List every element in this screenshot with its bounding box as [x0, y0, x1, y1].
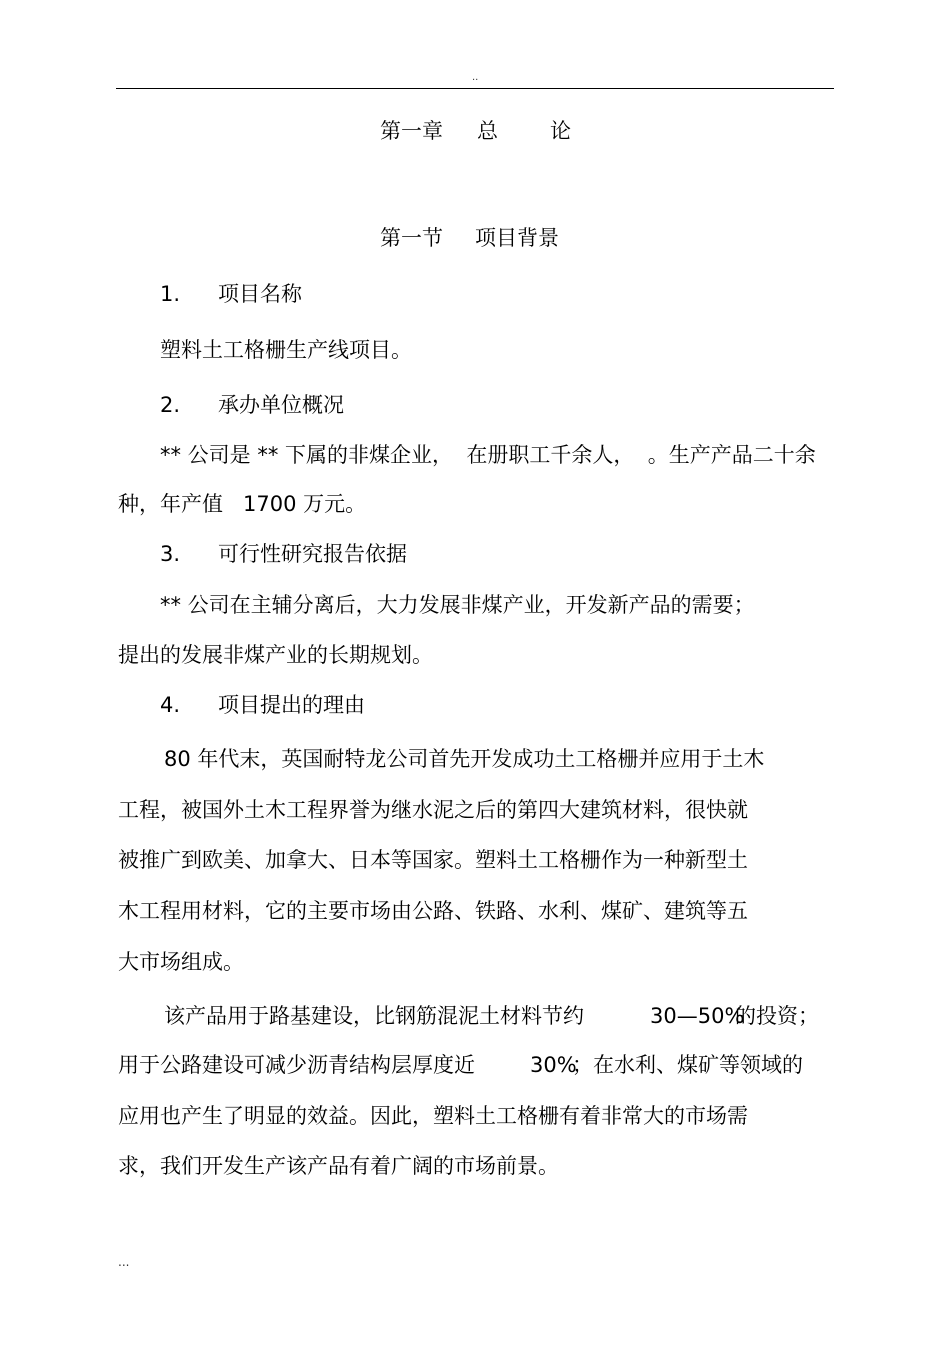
paragraph-2-line-2: 种，年产值 1700 万元。: [118, 492, 367, 516]
item-number-2: 2.: [160, 393, 181, 417]
paragraph-5-percent-1: 30—50%: [650, 1004, 745, 1028]
paragraph-4-line-5: 大市场组成。: [118, 950, 244, 974]
paragraph-5-line-1: 该产品用于路基建设，比钢筋混泥土材料节约: [164, 1004, 584, 1028]
header-mark: ..: [472, 72, 479, 83]
paragraph-5-line-2: 用于公路建设可减少沥青结构层厚度近: [118, 1053, 475, 1077]
section-label: 第一节: [380, 226, 443, 250]
header-rule: [116, 88, 834, 89]
paragraph-2-line-1: ** 公司是 ** 下属的非煤企业， 在册职工千余人， 。生产产品二十余: [160, 443, 816, 467]
item-title-3: 可行性研究报告依据: [218, 542, 407, 566]
paragraph-4-line-2: 工程，被国外土木工程界誉为继水泥之后的第四大建筑材料，很快就: [118, 798, 748, 822]
section-heading: 项目背景: [475, 226, 559, 250]
chapter-label: 第一章: [380, 119, 443, 143]
item-title-2: 承办单位概况: [218, 393, 344, 417]
paragraph-1-line-1: 塑料土工格栅生产线项目。: [160, 338, 412, 362]
paragraph-5-line-3: 应用也产生了明显的效益。因此，塑料土工格栅有着非常大的市场需: [118, 1104, 748, 1128]
paragraph-4-line-4: 木工程用材料，它的主要市场由公路、铁路、水利、煤矿、建筑等五: [118, 899, 748, 923]
item-number-3: 3.: [160, 542, 181, 566]
chapter-word-1: 总: [477, 119, 498, 143]
chapter-word-2: 论: [550, 119, 571, 143]
paragraph-5-line-1-end: 的投资；: [735, 1004, 819, 1028]
chapter-title: [380, 118, 571, 144]
paragraph-4-line-3: 被推广到欧美、加拿大、日本等国家。塑料土工格栅作为一种新型土: [118, 848, 748, 872]
paragraph-3-line-2: 提出的发展非煤产业的长期规划。: [118, 643, 433, 667]
paragraph-5-line-2-end: ；在水利、煤矿等领域的: [572, 1053, 803, 1077]
item-number-1: 1.: [160, 282, 181, 306]
paragraph-5-line-4: 求，我们开发生产该产品有着广阔的市场前景。: [118, 1154, 559, 1178]
item-title-4: 项目提出的理由: [218, 693, 365, 717]
footer-mark: ...: [118, 1255, 130, 1269]
paragraph-5-percent-2: 30%: [530, 1053, 577, 1077]
paragraph-3-line-1: ** 公司在主辅分离后，大力发展非煤产业，开发新产品的需要；: [160, 593, 755, 617]
item-number-4: 4.: [160, 693, 181, 717]
item-title-1: 项目名称: [218, 282, 302, 306]
paragraph-4-line-1: 80 年代末，英国耐特龙公司首先开发成功土工格栅并应用于土木: [164, 747, 765, 771]
section-title: [380, 225, 559, 251]
